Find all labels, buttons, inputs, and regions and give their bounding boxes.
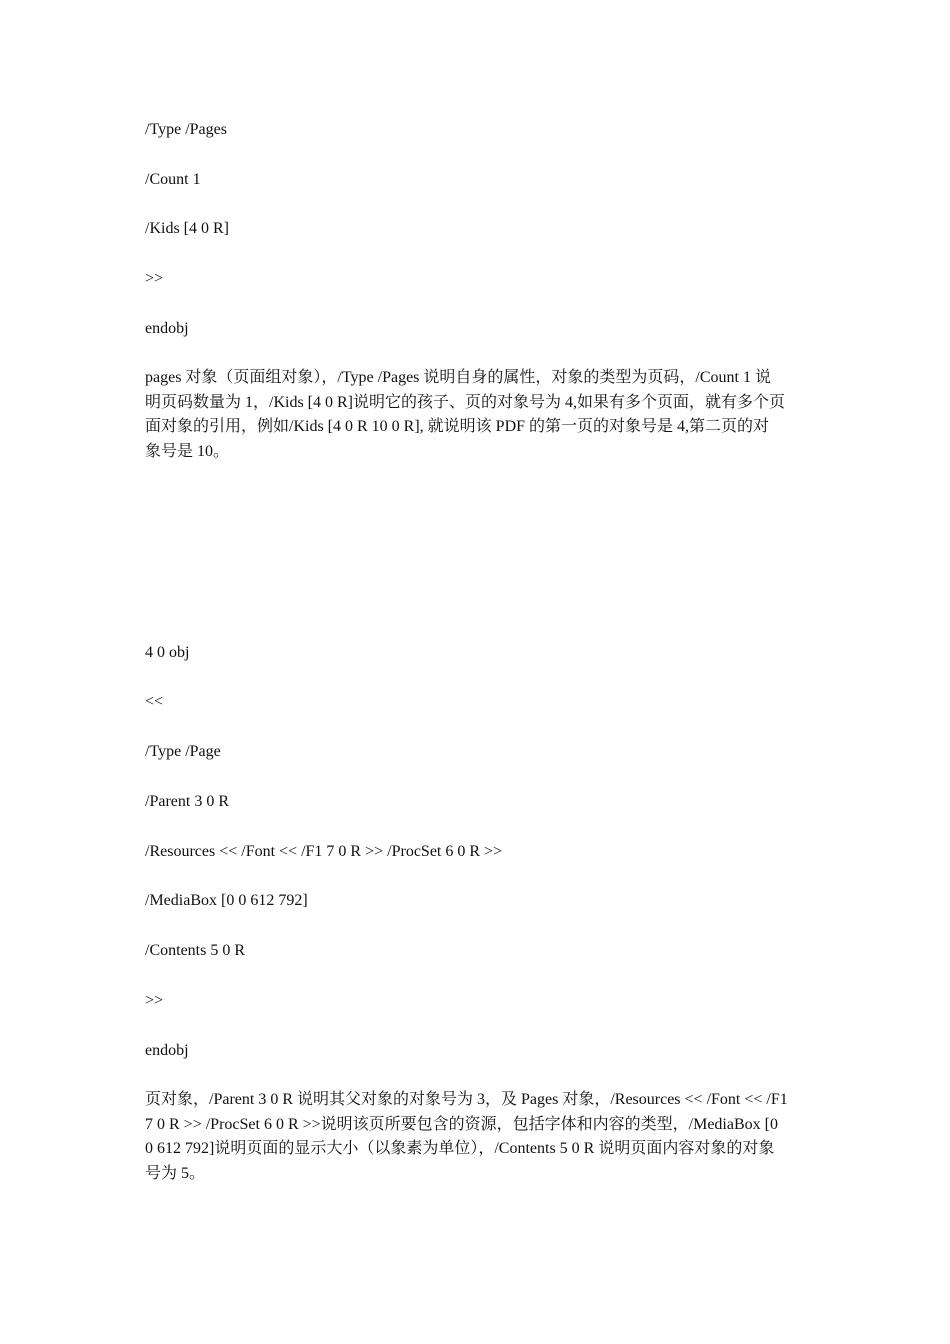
code-line: << — [145, 693, 164, 710]
code-line: /Kids [4 0 R] — [145, 220, 229, 237]
paragraph-line: 象号是 10。 — [145, 443, 230, 461]
paragraph-line: 明页码数量为 1，/Kids [4 0 R]说明它的孩子、页的对象号为 4,如果有多个页面，就有多个页 — [145, 393, 786, 411]
code-line: /Type /Pages — [145, 121, 227, 138]
paragraph-line: pages 对象（页面组对象），/Type /Pages 说明自身的属性，对象的类型为页码，/Count 1 说 — [145, 369, 771, 386]
code-line: endobj — [145, 320, 189, 337]
paragraph-line: 面对象的引用，例如/Kids [4 0 R 10 0 R], 就说明该 PDF 的第一页的对象号是 4,第二页的对 — [145, 418, 770, 436]
paragraph-line: 7 0 R >> /ProcSet 6 0 R >>说明该页所要包含的资源，包括字体和内容的类型，/MediaBox [0 — [145, 1115, 778, 1133]
explanation-paragraph — [145, 366, 810, 465]
code-line: >> — [145, 270, 164, 287]
paragraph-line: 0 612 792]说明页面的显示大小（以象素为单位），/Contents 5 0 R 说明页面内容对象的对象 — [145, 1140, 775, 1158]
code-line: /Type /Page — [145, 743, 221, 760]
code-line: 4 0 obj — [145, 644, 190, 661]
code-line: endobj — [145, 1042, 189, 1059]
code-line: /Resources << /Font << /F1 7 0 R >> /ProcSet 6 0 R >> — [145, 843, 503, 860]
explanation-paragraph — [145, 1088, 810, 1187]
code-line: /Count 1 — [145, 171, 201, 188]
paragraph-line: 页对象，/Parent 3 0 R 说明其父对象的对象号为 3，及 Pages 对象，/Resources << /Font << /F1 — [145, 1091, 788, 1108]
paragraph-line: 号为 5。 — [145, 1165, 206, 1183]
code-line: /Parent 3 0 R — [145, 793, 229, 810]
code-line: >> — [145, 992, 164, 1009]
code-line: /Contents 5 0 R — [145, 942, 246, 959]
code-line: /MediaBox [0 0 612 792] — [145, 892, 308, 909]
